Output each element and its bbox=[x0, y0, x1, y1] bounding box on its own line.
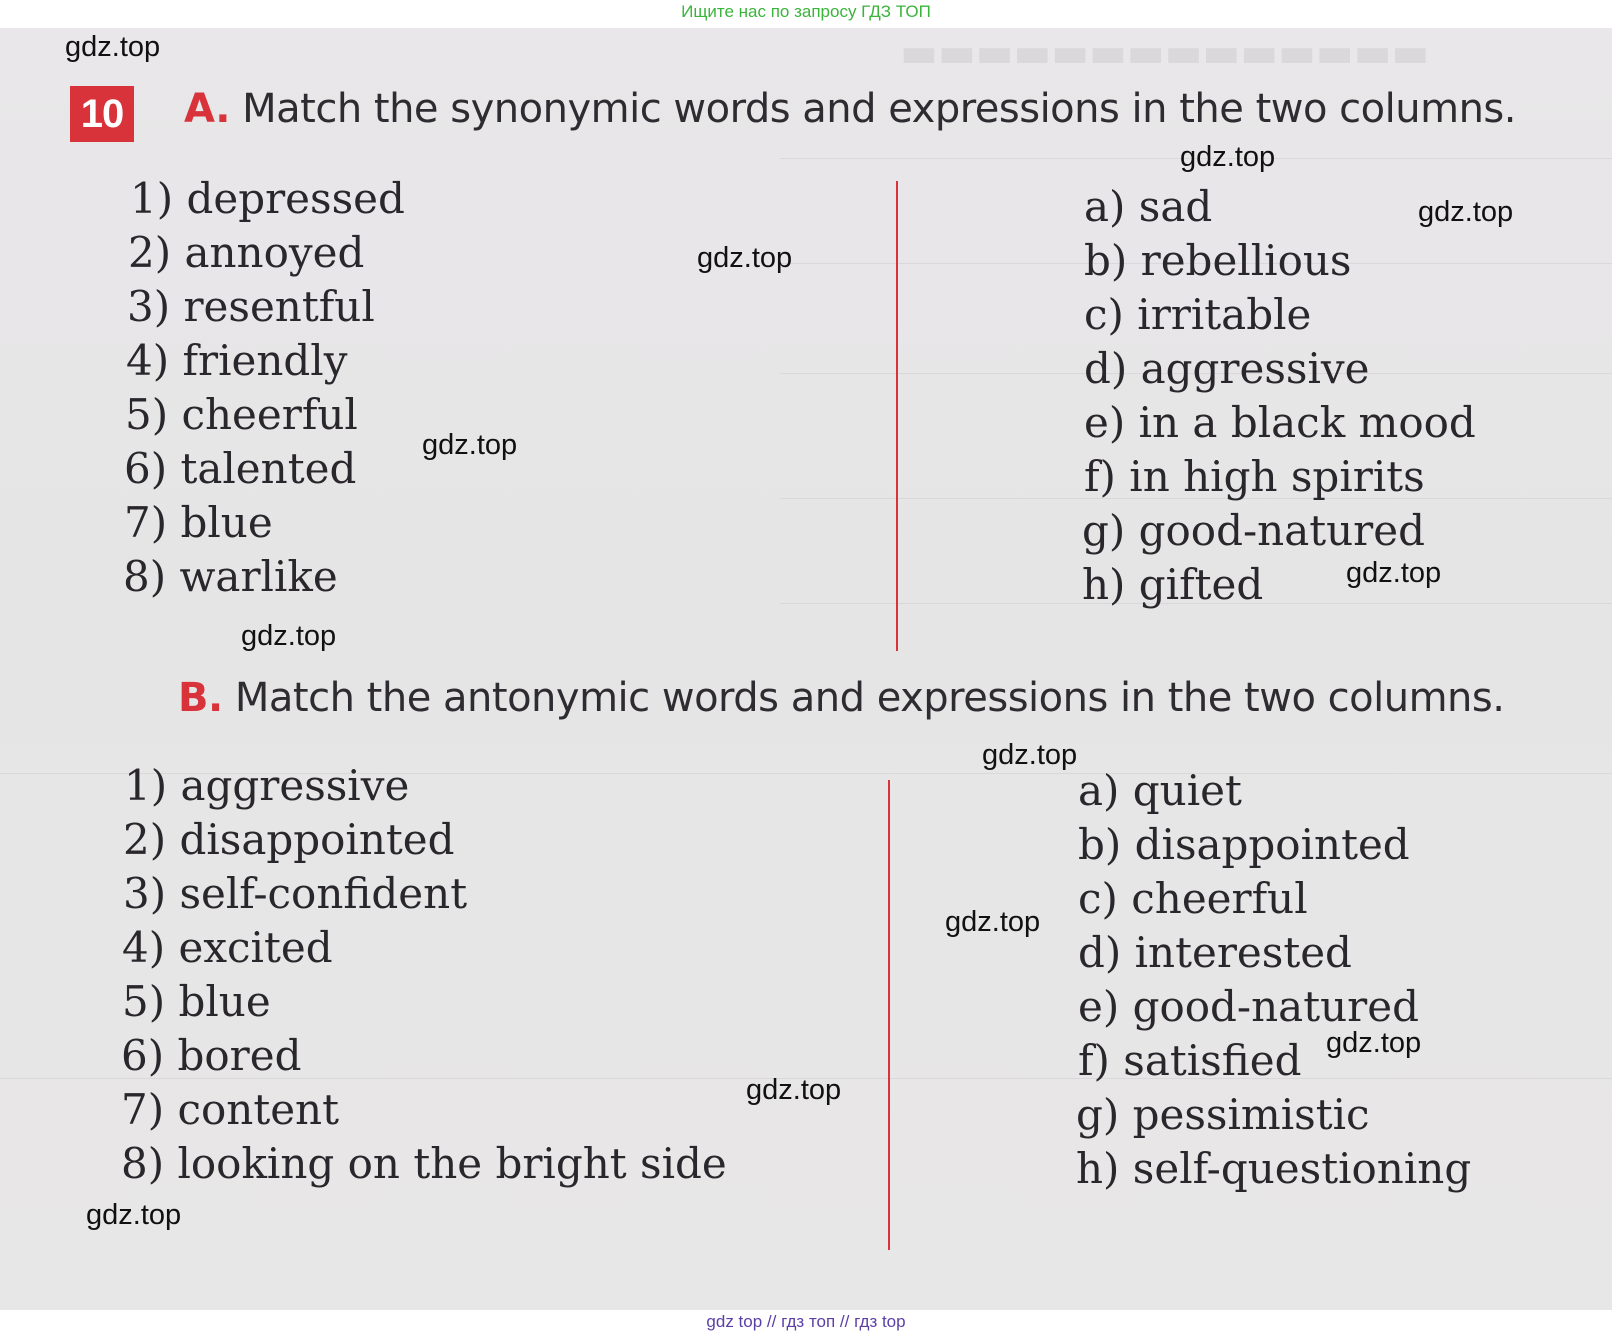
part-a-left-item: 6) talented bbox=[124, 444, 357, 493]
bleed-through-texture: ▬▬▬▬▬▬▬▬▬▬▬▬▬▬ bbox=[900, 30, 1430, 76]
part-b-left-item: 1) aggressive bbox=[124, 761, 410, 810]
part-b-right-item: a) quiet bbox=[1078, 766, 1242, 815]
part-b-right-item: d) interested bbox=[1078, 928, 1352, 977]
part-b-right-item: c) cheerful bbox=[1078, 874, 1308, 923]
part-a-column-divider bbox=[896, 181, 898, 651]
part-b-left-item: 4) excited bbox=[122, 923, 333, 972]
part-a-left-item: 7) blue bbox=[124, 498, 273, 547]
part-b-left-item: 5) blue bbox=[122, 977, 271, 1026]
part-b-left-item: 7) content bbox=[121, 1085, 339, 1134]
part-a-left-item: 4) friendly bbox=[126, 336, 348, 385]
part-a-heading bbox=[184, 86, 1516, 132]
part-b-right-item: h) self-questioning bbox=[1076, 1144, 1472, 1193]
part-a-right-item: d) aggressive bbox=[1084, 344, 1370, 393]
exercise-number-badge: 10 bbox=[70, 86, 134, 142]
part-b-column-divider bbox=[888, 780, 890, 1250]
part-b-right-item: b) disappointed bbox=[1078, 820, 1410, 869]
watermark: gdz.top bbox=[982, 739, 1078, 771]
watermark: gdz.top bbox=[746, 1074, 842, 1106]
part-b-left-item: 8) looking on the bright side bbox=[121, 1139, 727, 1188]
part-a-left-item: 2) annoyed bbox=[128, 228, 365, 277]
part-b-left-item: 2) disappointed bbox=[123, 815, 455, 864]
watermark: gdz.top bbox=[945, 906, 1041, 938]
part-a-letter: A. bbox=[184, 86, 230, 132]
part-b-right-item: g) pessimistic bbox=[1076, 1090, 1370, 1139]
part-b-heading bbox=[178, 675, 1504, 721]
watermark: gdz.top bbox=[1418, 196, 1514, 228]
part-a-left-item: 3) resentful bbox=[127, 282, 375, 331]
part-a-right-item: f) in high spirits bbox=[1084, 452, 1425, 501]
part-b-right-item: e) good-natured bbox=[1078, 982, 1419, 1031]
watermark: gdz.top bbox=[86, 1199, 182, 1231]
watermark: gdz.top bbox=[422, 429, 518, 461]
textbook-page-scan bbox=[0, 28, 1612, 1310]
part-a-left-item: 8) warlike bbox=[123, 552, 338, 601]
part-a-left-item: 5) cheerful bbox=[125, 390, 358, 439]
part-a-instruction: Match the synonymic words and expressions in the two columns. bbox=[242, 86, 1516, 132]
part-b-left-item: 3) self-confident bbox=[123, 869, 468, 918]
watermark: gdz.top bbox=[697, 242, 793, 274]
part-a-right-item: e) in a black mood bbox=[1084, 398, 1476, 447]
part-a-right-item: c) irritable bbox=[1084, 290, 1312, 339]
part-b-right-item: f) satisfied bbox=[1078, 1036, 1302, 1085]
watermark: gdz.top bbox=[1180, 141, 1276, 173]
watermark: gdz.top bbox=[241, 620, 337, 652]
part-a-left-item: 1) depressed bbox=[130, 174, 405, 223]
watermark: gdz.top bbox=[1346, 557, 1442, 589]
part-a-right-item: b) rebellious bbox=[1084, 236, 1352, 285]
part-a-right-item: g) good-natured bbox=[1082, 506, 1425, 555]
top-banner: Ищите нас по запросу ГДЗ ТОП bbox=[681, 2, 931, 21]
watermark: gdz.top bbox=[1326, 1027, 1422, 1059]
bottom-banner: gdz top // гдз топ // гдз top bbox=[706, 1312, 906, 1331]
part-b-letter: B. bbox=[178, 675, 223, 721]
part-a-right-item: a) sad bbox=[1084, 182, 1213, 231]
part-a-right-item: h) gifted bbox=[1082, 560, 1264, 609]
part-b-left-item: 6) bored bbox=[121, 1031, 302, 1080]
watermark: gdz.top bbox=[65, 31, 161, 63]
part-b-instruction: Match the antonymic words and expressions in the two columns. bbox=[234, 675, 1505, 721]
